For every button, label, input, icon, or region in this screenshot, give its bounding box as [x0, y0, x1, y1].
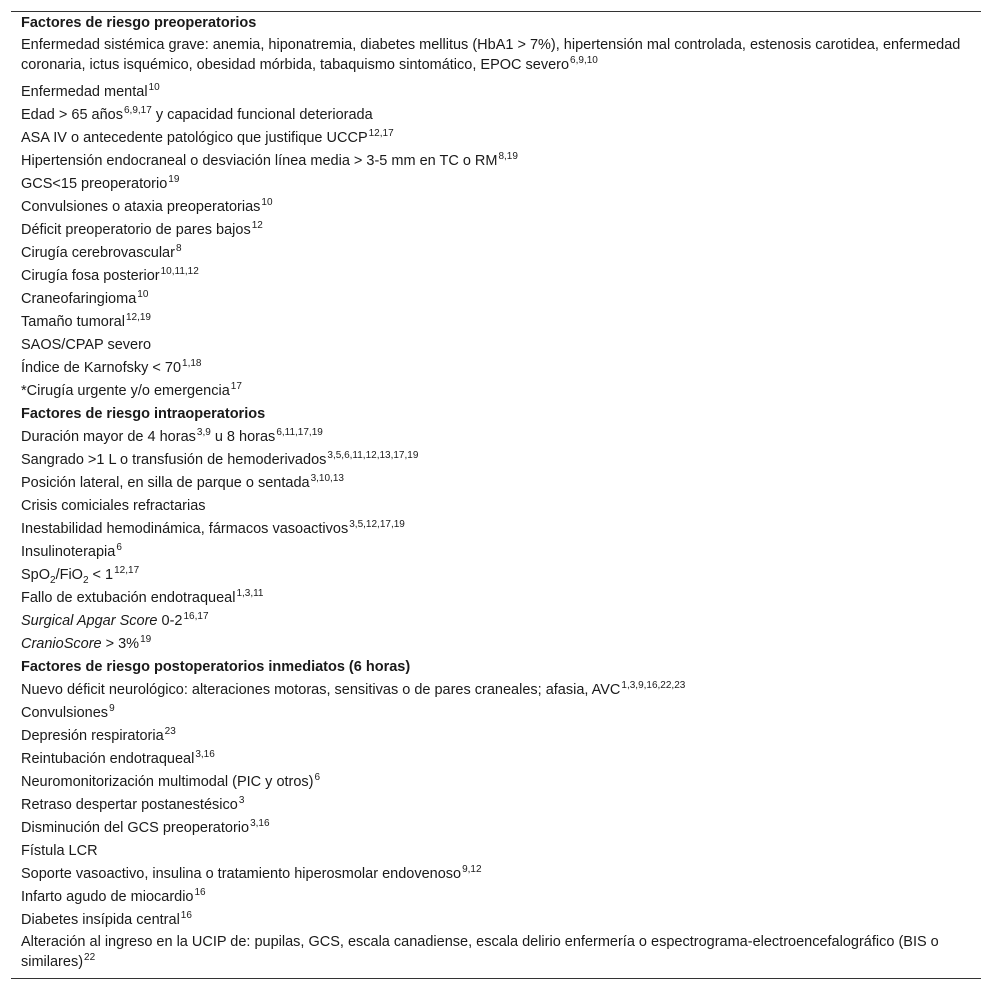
row-text: 0-2: [157, 613, 183, 629]
row-text: Déficit preoperatorio de pares bajos: [21, 222, 251, 238]
row-text: ASA IV o antecedente patológico que justifique UCCP: [21, 130, 368, 146]
table-row: [21, 104, 971, 128]
reference-superscript: 12,17: [114, 565, 140, 576]
reference-superscript: 3,9: [196, 427, 211, 438]
table-row: [21, 794, 971, 818]
row-text: Edad > 65 años: [21, 107, 123, 123]
reference-superscript: 3,5,6,11,12,13,17,19: [327, 450, 419, 461]
row-text: Retraso despertar postanestésico: [21, 797, 238, 813]
table-row: [21, 288, 971, 312]
reference-superscript: 12,19: [125, 312, 151, 323]
reference-superscript: 6,9,10: [570, 55, 598, 66]
reference-superscript: 19: [140, 634, 152, 645]
table-row: [21, 173, 971, 197]
table-row: [21, 564, 971, 588]
table-row: [21, 35, 971, 77]
table-row: [21, 449, 971, 473]
italic-term: CranioScore: [21, 636, 102, 652]
table-row: [21, 150, 971, 174]
row-text: *Cirugía urgente y/o emergencia: [21, 383, 230, 399]
reference-superscript: 3,10,13: [310, 473, 344, 484]
row-text: Inestabilidad hemodinámica, fármacos vasoactivos: [21, 521, 349, 537]
row-text: Nuevo déficit neurológico: alteraciones motoras, sensitivas o de pares craneales; afasia, AVC: [21, 682, 621, 698]
table-row: [21, 541, 971, 565]
table-row: [21, 426, 971, 450]
reference-superscript: 10: [148, 82, 160, 93]
row-text: Cirugía cerebrovascular: [21, 245, 175, 261]
row-text: /FiO: [55, 567, 83, 583]
row-text: Alteración al ingreso en la UCIP de: pupilas, GCS, escala canadiense, escala delirio enfermería o espectrograma-electroencefalográfico (BIS o similares): [21, 934, 939, 970]
row-text: Crisis comiciales refractarias: [21, 498, 206, 514]
reference-superscript: 1,18: [182, 358, 202, 369]
reference-superscript: 8,19: [498, 151, 518, 162]
italic-term: Surgical Apgar Score: [21, 613, 158, 629]
reference-superscript: 19: [168, 174, 180, 185]
table-row: [21, 81, 971, 105]
reference-superscript: 3,16: [250, 818, 270, 829]
row-text: Reintubación endotraqueal: [21, 751, 195, 767]
row-text: Depresión respiratoria: [21, 728, 164, 744]
row-text: Insulinoterapia: [21, 544, 116, 560]
table-row: [21, 357, 971, 381]
section-title: Factores de riesgo preoperatorios: [21, 15, 257, 31]
reference-superscript: 10,11,12: [160, 266, 199, 277]
row-text: y capacidad funcional deteriorada: [151, 107, 373, 123]
row-text: Posición lateral, en silla de parque o sentada: [21, 475, 310, 491]
row-text: > 3%: [101, 636, 140, 652]
table-row: [21, 679, 971, 703]
reference-superscript: 10: [261, 197, 273, 208]
section-header: [21, 656, 971, 679]
row-text: SAOS/CPAP severo: [21, 337, 152, 353]
row-text: Diabetes insípida central: [21, 912, 180, 928]
row-text: Hipertensión endocraneal o desviación línea media > 3-5 mm en TC o RM: [21, 153, 498, 169]
table-row: [21, 127, 971, 151]
reference-superscript: 6: [314, 772, 321, 783]
table-row: [21, 196, 971, 220]
row-text: Enfermedad sistémica grave: anemia, hiponatremia, diabetes mellitus (HbA1 > 7%), hipertensión mal controlada, estenosis carotidea, enfermedad coronaria, ictus isquémico, obesidad mórbida, tabaquismo sintomático, EPOC severo: [21, 37, 961, 73]
row-text: Fístula LCR: [21, 843, 98, 859]
table-row: [21, 886, 971, 910]
reference-superscript: 1,3,11: [236, 588, 264, 599]
table-row: [21, 334, 971, 357]
row-text: GCS<15 preoperatorio: [21, 176, 168, 192]
table-row: [21, 472, 971, 496]
reference-superscript: 6,9,17: [124, 105, 152, 116]
row-text: Convulsiones o ataxia preoperatorias: [21, 199, 261, 215]
reference-superscript: 17: [230, 381, 242, 392]
row-text: Sangrado >1 L o transfusión de hemoderivados: [21, 452, 327, 468]
table-row: [21, 610, 971, 634]
reference-superscript: 3,16: [195, 749, 215, 760]
section-title: Factores de riesgo intraoperatorios: [21, 406, 266, 422]
reference-superscript: 6,11,17,19: [276, 427, 323, 438]
table-row: [21, 817, 971, 841]
table-row: [21, 219, 971, 243]
table-row: [21, 242, 971, 266]
table-row: [21, 702, 971, 726]
table-row: [21, 909, 971, 933]
reference-superscript: 6: [116, 542, 122, 553]
table-row: [21, 725, 971, 749]
row-text: Craneofaringioma: [21, 291, 137, 307]
row-text: u 8 horas: [210, 429, 276, 445]
table-row: [21, 587, 971, 611]
row-text: Neuromonitorización multimodal (PIC y otros): [21, 774, 314, 790]
section-title: Factores de riesgo postoperatorios inmediatos (6 horas): [21, 659, 411, 675]
section-header: [21, 403, 971, 426]
table-row: [21, 863, 971, 887]
table-row: [21, 380, 971, 404]
row-text: Enfermedad mental: [21, 84, 148, 100]
row-text: SpO: [21, 567, 51, 583]
row-text: Cirugía fosa posterior: [21, 268, 160, 284]
table-row: [21, 311, 971, 335]
row-text: Convulsiones: [21, 705, 109, 721]
section-header: [21, 12, 971, 35]
reference-superscript: 3: [238, 795, 245, 806]
table-row: [21, 495, 971, 518]
reference-superscript: 12,17: [368, 128, 394, 139]
row-text: Infarto agudo de miocardio: [21, 889, 194, 905]
reference-superscript: 3,5,12,17,19: [349, 519, 405, 530]
subscript: 2: [82, 575, 89, 586]
table-row: [21, 932, 971, 974]
reference-superscript: 22: [84, 952, 96, 963]
table-row: [21, 748, 971, 772]
reference-superscript: 10: [137, 289, 149, 300]
row-text: < 1: [88, 567, 114, 583]
row-text: Duración mayor de 4 horas: [21, 429, 196, 445]
reference-superscript: 23: [164, 726, 176, 737]
reference-superscript: 1,3,9,16,22,23: [621, 680, 686, 691]
reference-superscript: 9,12: [462, 864, 482, 875]
table-row: [21, 265, 971, 289]
table-row: [21, 771, 971, 795]
subscript: 2: [50, 575, 56, 586]
risk-factors-table: [11, 11, 981, 979]
table-row: [21, 633, 971, 657]
reference-superscript: 8: [175, 243, 182, 254]
reference-superscript: 16: [194, 887, 206, 898]
row-text: Disminución del GCS preoperatorio: [21, 820, 250, 836]
reference-superscript: 16,17: [183, 611, 209, 622]
row-text: Tamaño tumoral: [21, 314, 125, 330]
table-row: [21, 840, 971, 863]
row-text: Soporte vasoactivo, insulina o tratamiento hiperosmolar endovenoso: [21, 866, 462, 882]
reference-superscript: 12: [251, 220, 263, 231]
row-text: Índice de Karnofsky < 70: [21, 360, 182, 376]
row-text: Fallo de extubación endotraqueal: [21, 590, 236, 606]
reference-superscript: 9: [109, 703, 115, 714]
reference-superscript: 16: [180, 910, 192, 921]
table-row: [21, 518, 971, 542]
